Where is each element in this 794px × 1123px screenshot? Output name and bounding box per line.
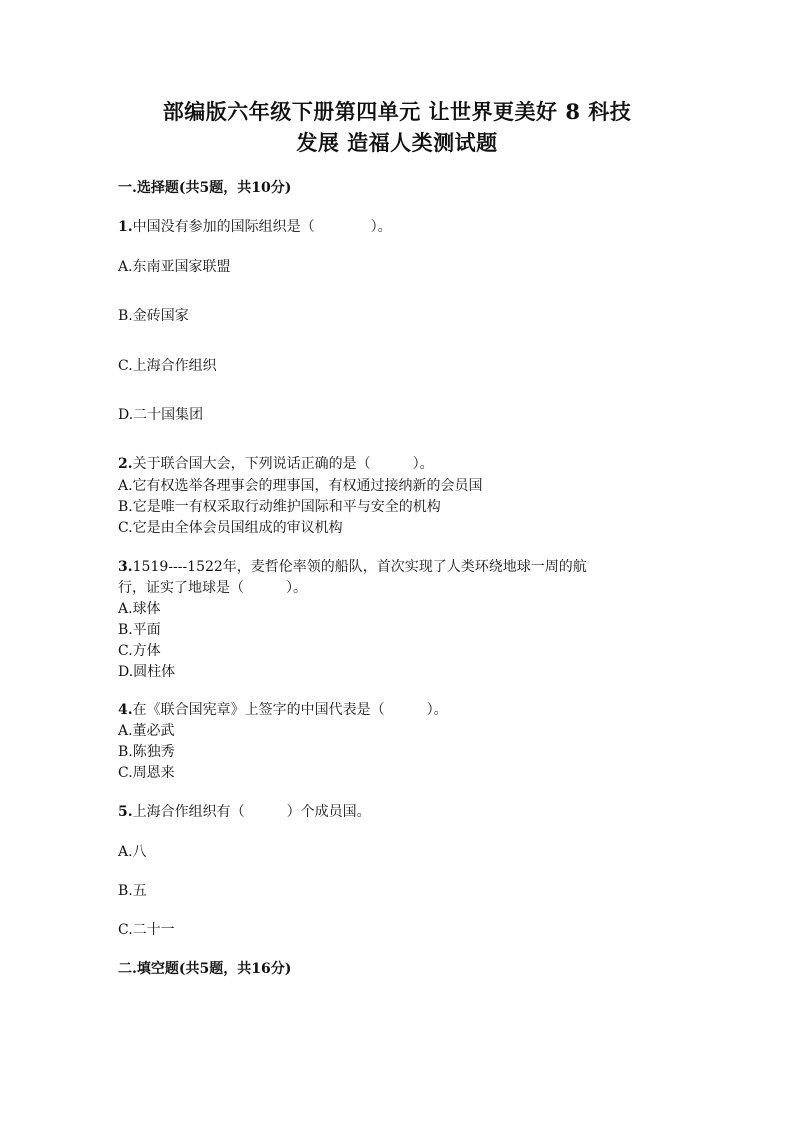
question-2-option-c: C.它是由全体会员国组成的审议机构 [118,520,343,536]
question-1-option-c: C.上海合作组织 [118,358,217,374]
question-2-stem: 关于联合国大会，下列说话正确的是（ ）。 [132,456,434,472]
question-5-option-c: C.二十一 [118,922,175,938]
document-title-line-1: 部编版六年级下册第四单元 让世界更美好 8 科技 [162,99,632,124]
question-3-option-b: B.平面 [118,622,161,638]
section-heading-choice: 一.选择题(共5题，共10分) [118,180,292,196]
question-5-option-a: A.八 [118,844,147,860]
question-3-stem-line-2: 行，证实了地球是（ ）。 [118,580,307,596]
question-1-option-b: B.金砖国家 [118,308,189,324]
question-5-number: 5. [118,804,133,820]
question-4-option-b: B.陈独秀 [118,744,175,760]
question-3-stem-line-1: 1519----1522年，麦哲伦率领的船队，首次实现了人类环绕地球一周的航 [132,559,587,575]
question-3-number: 3. [118,559,133,575]
question-4-number: 4. [118,702,133,718]
question-2-option-a: A.它有权选举各理事会的理事国，有权通过接纳新的会员国 [118,478,483,494]
question-2-option-b: B.它是唯一有权采取行动维护国际和平与安全的机构 [118,499,441,515]
section-heading-fill-blank: 二.填空题(共5题，共16分) [118,961,292,977]
question-1 [118,217,678,238]
question-2-number: 2. [118,456,133,472]
question-3-option-a: A.球体 [118,601,161,617]
question-5-option-b: B.五 [118,883,147,899]
question-3-option-d: D.圆柱体 [118,664,176,680]
question-1-stem: 中国没有参加的国际组织是（ ）。 [132,219,392,235]
question-1-option-d: D.二十国集团 [118,407,204,423]
question-5 [118,802,678,823]
question-4-option-c: C.周恩来 [118,765,175,781]
question-5-stem: 上海合作组织有（ ）个成员国。 [132,804,371,820]
question-1-number: 1. [118,219,133,235]
question-4-stem: 在《联合国宪章》上签字的中国代表是（ ）。 [132,702,448,718]
question-4-option-a: A.董必武 [118,723,175,739]
question-3 [118,557,678,578]
question-4 [118,700,678,721]
question-1-option-a: A.东南亚国家联盟 [118,259,231,275]
question-3-option-c: C.方体 [118,643,161,659]
question-2 [118,454,678,475]
document-title-line-2: 发展 造福人类测试题 [296,130,498,155]
